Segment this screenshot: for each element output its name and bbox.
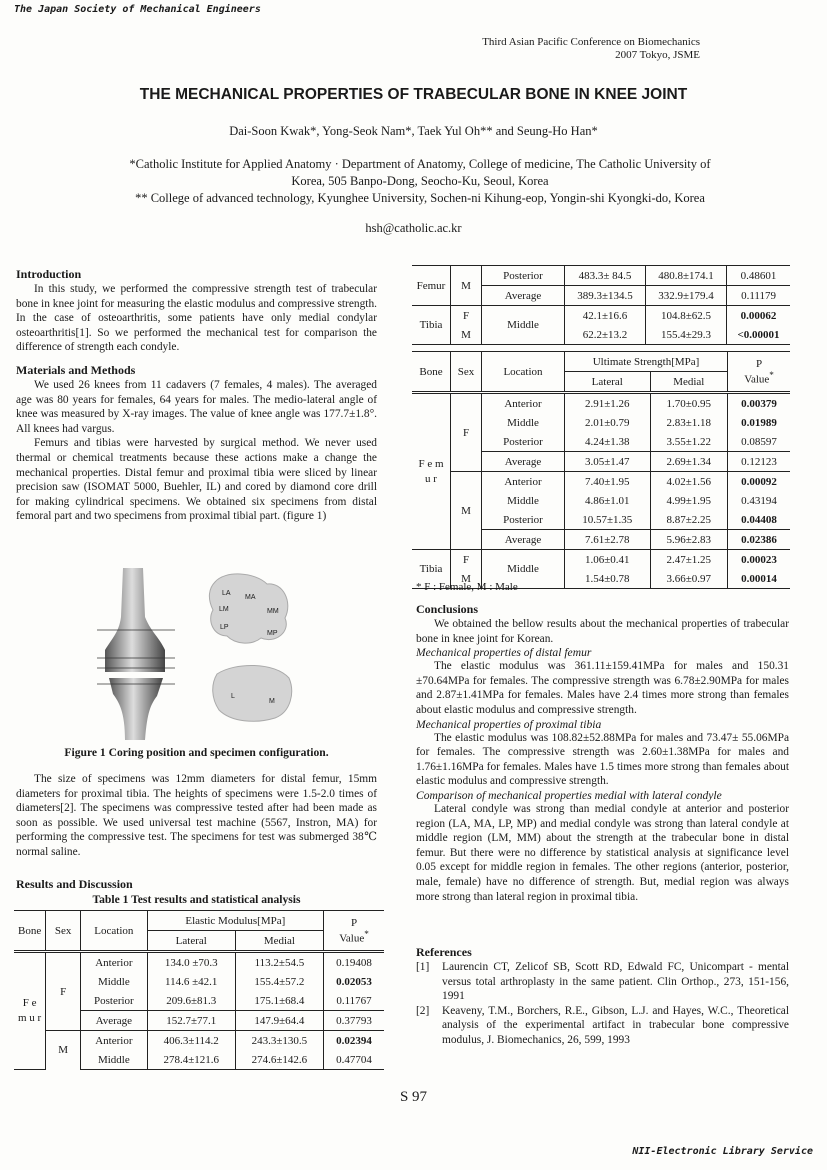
conference-name: Third Asian Pacific Conference on Biomechanics (482, 36, 700, 48)
table-cell: 147.9±64.4 (235, 1011, 323, 1031)
table-row: Anterior (482, 393, 565, 414)
col-bone-header: Bone (14, 911, 46, 952)
table-cell: 134.0 ±70.3 (147, 952, 235, 973)
col-medial-header: Medial (650, 372, 728, 393)
figure-label-la: LA (222, 590, 231, 597)
society-name: The Japan Society of Mechanical Engineers (14, 4, 261, 15)
figure-label-lm: LM (219, 606, 229, 613)
intro-heading: Introduction (16, 267, 82, 281)
table-cell: 113.2±54.5 (235, 952, 323, 973)
tibia-label: Tibia (412, 550, 451, 589)
table-cell: 2.01±0.79 (565, 413, 651, 432)
table-row: Middle (482, 491, 565, 510)
table-cell: 7.61±2.78 (565, 530, 651, 550)
table-cell: <0.00001 (727, 325, 790, 345)
table-cell: 0.47704 (324, 1050, 384, 1070)
male-label: M (451, 325, 482, 345)
paper-title: THE MECHANICAL PROPERTIES OF TRABECULAR BONE IN KNEE JOINT (139, 86, 688, 103)
col-p-header: P Value* (324, 911, 384, 952)
conclusions-tibia-text: The elastic modulus was 108.82±52.88MPa for males and 73.47± 55.06MPa for females. The compressive strength was 2.60±1.38MPa for males and 1.76±1.16MPa for females. Males have 1.5 times more strong than females about elastic modulus and compressive strength. (416, 731, 789, 788)
figure-label-mp: MP (267, 630, 278, 637)
results-heading: Results and Discussion (16, 877, 133, 891)
table-cell: 10.57±1.35 (565, 510, 651, 530)
tibia-label: Tibia (412, 306, 451, 345)
table-cell: 0.00014 (728, 569, 790, 589)
col-location-header: Location (482, 352, 565, 393)
table-cell: 389.3±134.5 (565, 286, 646, 306)
table-cell: 2.91±1.26 (565, 393, 651, 414)
col-group-header: Elastic Modulus[MPa] (147, 911, 323, 931)
table-cell: 1.06±0.41 (565, 550, 651, 570)
conclusions-femur-text: The elastic modulus was 361.11±159.41MPa for males and 150.31 ±70.64MPa for females. The compressive strength was 6.78±2.90MPa for males and 2.87±1.41MPa for females. Males have 2.4 times more strong than females about elastic modulus and compressive strength. (416, 660, 789, 716)
conclusions-subheading-femur: Mechanical properties of distal femur (416, 646, 592, 660)
table-cell: 0.00092 (741, 475, 777, 488)
table-note: * F : Female, M : Male (416, 581, 518, 593)
references-section (416, 945, 789, 1048)
affiliation-1-line-2: Korea, 505 Banpo-Dong, Seocho-Ku, Seoul, Korea (291, 174, 549, 188)
table-cell: 3.55±1.22 (650, 432, 728, 452)
reference-number: [1] (416, 961, 430, 973)
male-label: M (46, 1031, 81, 1070)
reference-text: Keaveny, T.M., Borchers, R.E., Gibson, L.J. and Hayes, W.C., Theoretical analysis of the experimental artifact in trabecular bone compressive modulus, J. Biomechanics, 26, 599, 1993 (442, 1004, 789, 1046)
femur-label: F e m u r (412, 393, 451, 550)
table-cell: 0.02053 (336, 975, 372, 988)
table-cell: 1.54±0.78 (565, 569, 651, 589)
table-1-caption: Table 1 Test results and statistical analysis (92, 893, 301, 906)
table-cell: 483.3± 84.5 (565, 266, 646, 286)
methods-paragraph-3: The size of specimens was 12mm diameters for distal femur, 15mm diameters for proximal tibia. The heights of specimens were 1.5-2.0 times of diameters[2]. The specimens was compressive tested after had been made as soon as possible. We used universal test machine (5567, Instron, MA) for performing the compressive test. The specimens for test was submerged 38℃ normal saline. (16, 773, 377, 858)
conclusions-subheading-tibia: Mechanical properties of proximal tibia (416, 717, 602, 731)
conclusions-intro: We obtained the bellow results about the mechanical properties of trabecular bone in knee joint for Korean. (416, 618, 789, 645)
page-number: S 97 (399, 1089, 428, 1105)
table-cell: 0.04408 (728, 510, 790, 530)
conclusions-section (416, 602, 789, 904)
table-cell: 2.69±1.34 (650, 452, 728, 472)
table-row: Anterior (482, 472, 565, 492)
methods-paragraph-2: Femurs and tibias were harvested by surgical method. We never used thermal or chemical treatments because these actions make a change the mechanical properties. Distal femur and proximal tibia were sliced by linear precision saw (ISOMAT 5000, Buehler, IL) and cored by diamond core drill for making cylindrical specimens. We obtained six specimens from distal femoral part and two specimens from proximal tibial part. (figure 1) (16, 437, 377, 523)
table-1-continued (412, 265, 790, 345)
table-cell: 0.43194 (741, 494, 777, 507)
col-sex-header: Sex (46, 911, 81, 952)
table-cell: 2.83±1.18 (650, 413, 728, 432)
table-row: Anterior (81, 952, 148, 973)
table-cell: 480.8±174.1 (646, 266, 727, 286)
figure-1 (95, 562, 315, 742)
table-row: Middle (482, 413, 565, 432)
table-cell: 0.48601 (740, 269, 777, 282)
knee-bone-illustration (95, 562, 315, 742)
references-heading: References (416, 945, 472, 959)
col-sex-header: Sex (451, 352, 482, 393)
table-cell: 406.3±114.2 (147, 1031, 235, 1051)
table-row: Middle (81, 1050, 148, 1070)
femur-label: F e m u r (14, 952, 46, 1070)
table-cell: 175.1±68.4 (235, 991, 323, 1011)
table-cell: 155.4±57.2 (235, 972, 323, 991)
table-cell: 4.99±1.95 (650, 491, 728, 510)
affiliations (40, 156, 800, 207)
table-cell: 4.24±1.38 (565, 432, 651, 452)
col-bone-header: Bone (412, 352, 451, 393)
table-cell: 3.66±0.97 (650, 569, 728, 589)
middle-label: Middle (482, 550, 565, 589)
table-cell: 0.02394 (336, 1034, 372, 1047)
table-cell: 209.6±81.3 (147, 991, 235, 1011)
female-label: F (451, 393, 482, 472)
figure-label-m: M (269, 698, 275, 705)
table-cell: 2.47±1.25 (650, 550, 728, 570)
table-cell: 8.87±2.25 (650, 510, 728, 530)
table-row: Posterior (81, 991, 148, 1011)
reference-item (416, 1004, 789, 1048)
table-cell: 0.08597 (728, 432, 790, 452)
table-2-ultimate-strength (412, 351, 790, 589)
female-label: F (451, 550, 482, 570)
table-row: Posterior (482, 510, 565, 530)
table-row: Posterior (482, 266, 565, 286)
figure-label-mm: MM (267, 608, 279, 615)
female-label: F (46, 952, 81, 1031)
reference-item (416, 960, 789, 1004)
col-lateral-header: Lateral (147, 931, 235, 952)
table-cell: 243.3±130.5 (235, 1031, 323, 1051)
table-cell: 4.86±1.01 (565, 491, 651, 510)
reference-text: Laurencin CT, Zelicof SB, Scott RD, Edwald FC, Unicompart - mental versus total arthroplasty in the same patient. Clin Orthop., 273, 151-156, 1991 (442, 961, 789, 1003)
conference-place: 2007 Tokyo, JSME (615, 49, 700, 61)
results-section (16, 877, 377, 906)
affiliation-2: ** College of advanced technology, Kyunghee University, Sochen-ni Kihung-eop, Yongin-shi Kyongki-do, Korea (135, 191, 705, 205)
table-row: Middle (81, 972, 148, 991)
table-cell: 62.2±13.2 (565, 325, 646, 345)
male-label: M (451, 266, 482, 306)
table-cell: 0.00062 (740, 309, 777, 322)
col-group-header: Ultimate Strength[MPa] (565, 352, 728, 372)
table-cell: 152.7±77.1 (147, 1011, 235, 1031)
affiliation-1-line-1: *Catholic Institute for Applied Anatomy · Department of Anatomy, College of medicine, The Catholic University of (129, 157, 711, 171)
table-cell: 332.9±179.4 (646, 286, 727, 306)
femur-label: Femur (412, 266, 451, 306)
table-cell: 114.6 ±42.1 (147, 972, 235, 991)
col-lateral-header: Lateral (565, 372, 651, 393)
table-cell: 0.01989 (741, 416, 777, 429)
female-label: F (451, 306, 482, 326)
col-location-header: Location (81, 911, 148, 952)
table-row: Average (81, 1011, 148, 1031)
table-cell: 0.00379 (741, 397, 777, 410)
male-label: M (451, 472, 482, 550)
table-row: Average (482, 530, 565, 550)
conclusions-subheading-condyle: Comparison of mechanical properties medial with lateral condyle (416, 788, 722, 802)
table-cell: 104.8±62.5 (646, 306, 727, 326)
authors: Dai-Soon Kwak*, Yong-Seok Nam*, Taek Yul Oh** and Seung-Ho Han* (229, 124, 598, 138)
table-cell: 0.00023 (741, 553, 777, 566)
table-row: Average (482, 286, 565, 306)
table-cell: 0.37793 (324, 1011, 384, 1031)
table-cell: 1.70±0.95 (650, 393, 728, 414)
table-row: Anterior (81, 1031, 148, 1051)
table-1-elastic-modulus (14, 910, 384, 1070)
male-label: M (451, 569, 482, 589)
left-column (16, 267, 377, 524)
table-row: Average (482, 452, 565, 472)
footer-service: NII-Electronic Library Service (632, 1146, 813, 1157)
figure-1-caption: Figure 1 Coring position and specimen configuration. (64, 746, 329, 759)
table-cell: 3.05±1.47 (565, 452, 651, 472)
col-medial-header: Medial (235, 931, 323, 952)
conference-info (440, 36, 700, 62)
methods-continued (16, 772, 377, 860)
table-row: Posterior (482, 432, 565, 452)
middle-label: Middle (482, 306, 565, 345)
table-cell: 0.11179 (727, 286, 790, 306)
table-cell: 7.40±1.95 (565, 472, 651, 492)
table-cell: 155.4±29.3 (646, 325, 727, 345)
methods-paragraph-1: We used 26 knees from 11 cadavers (7 females, 4 males). The averaged age was 80 years for females, 64 years for males. The medio-lateral angle of knee was measured by X-ray images. The value of knee angle was 177.7±1.8°. All knees had vargus. (16, 378, 377, 435)
table-cell: 274.6±142.6 (235, 1050, 323, 1070)
table-cell: 0.02386 (728, 530, 790, 550)
table-cell: 4.02±1.56 (650, 472, 728, 492)
intro-text: In this study, we performed the compressive strength test of trabecular bone in knee joint for measuring the elastic modulus and compressive strength. In the case of osteoarthritis, some patients have only medial condylar osteoarthritis[1]. So we performed the mechanical test for comparison the difference of strength each condyle. (16, 283, 377, 354)
conclusions-heading: Conclusions (416, 602, 479, 616)
table-cell: 278.4±121.6 (147, 1050, 235, 1070)
table-cell: 5.96±2.83 (650, 530, 728, 550)
figure-label-lp: LP (220, 624, 229, 631)
table-cell: 42.1±16.6 (565, 306, 646, 326)
table-cell: 0.12123 (728, 452, 790, 472)
figure-label-ma: MA (245, 594, 256, 601)
reference-number: [2] (416, 1004, 430, 1017)
col-p-header: P Value* (728, 352, 790, 393)
conclusions-condyle-text: Lateral condyle was strong than medial condyle at anterior and posterior region (LA, MA, LP, MP) and medial condyle was strong than lateral condyle at middle region (LM, MM) about the strength at the trabecular bone in distal femur. But there were no difference by statistical analysis at significance level 0.05 except for middle region in females. The other regions (anterior, posterior, male, female) have no difference of strength. But, medial region was always more strong than lateral region in proximal tibia. (416, 802, 789, 903)
figure-label-l: L (231, 693, 235, 700)
email: hsh@catholic.ac.kr (365, 221, 462, 235)
methods-heading: Materials and Methods (16, 362, 136, 377)
table-cell: 0.11767 (324, 991, 384, 1011)
table-cell: 0.19408 (336, 956, 372, 969)
